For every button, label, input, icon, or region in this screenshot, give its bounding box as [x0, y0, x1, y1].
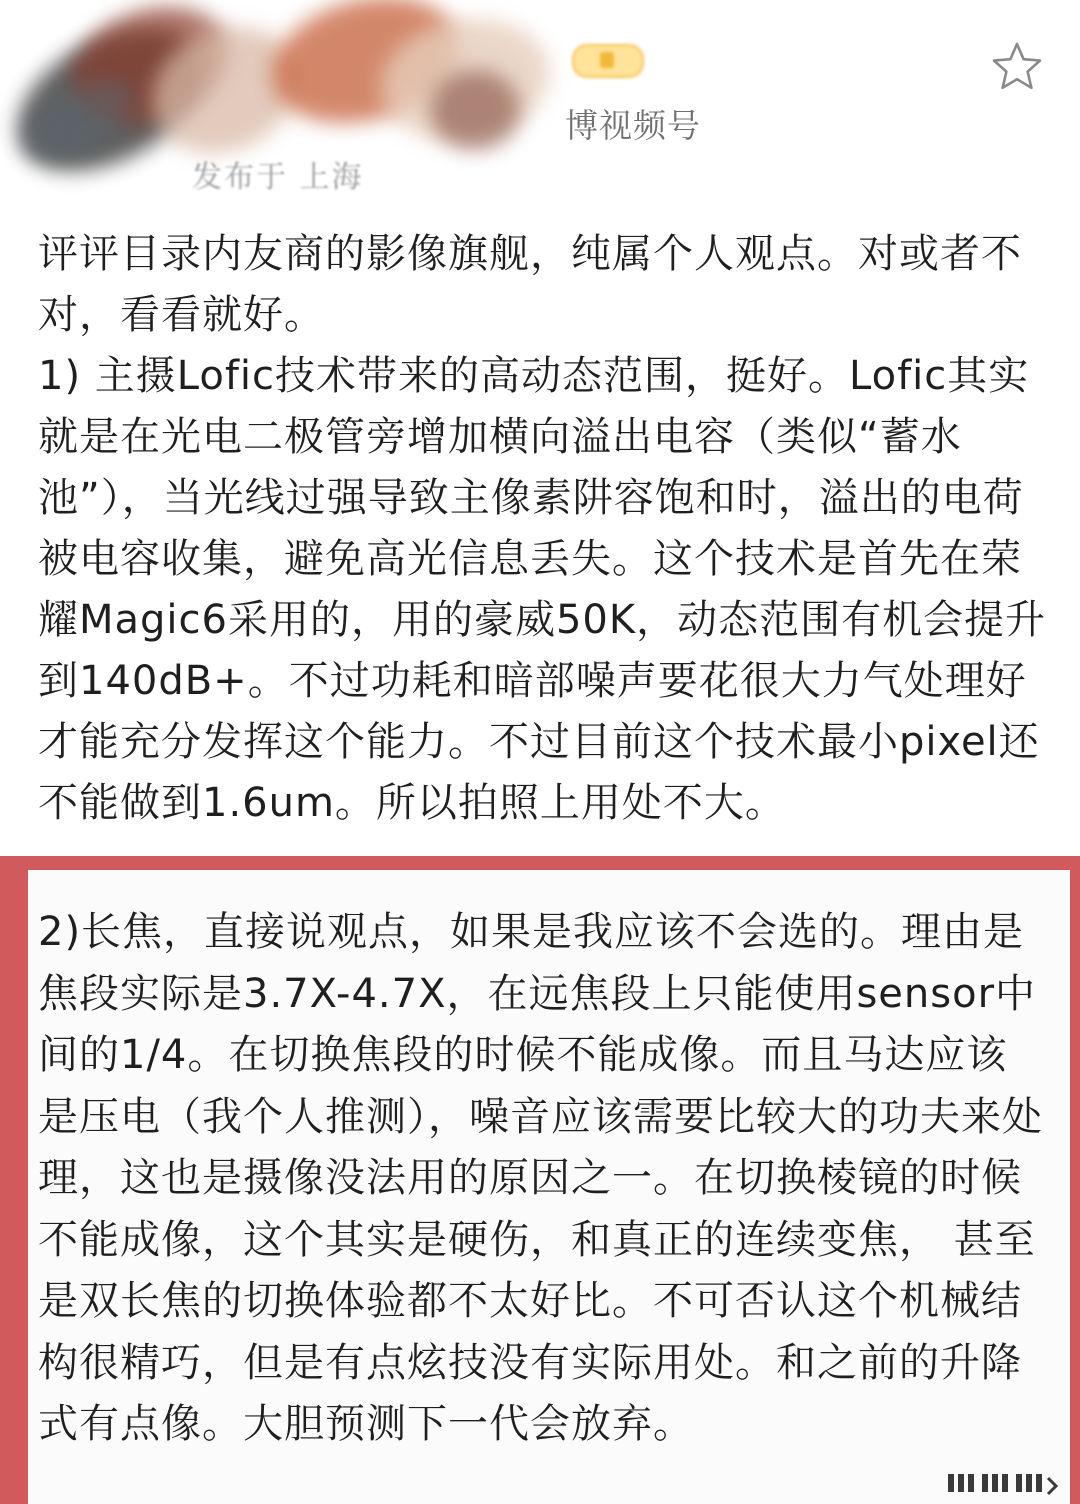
author-subtitle: 博视频号 [565, 106, 701, 145]
highlighted-paragraph-wrap [38, 902, 1048, 1456]
highlight-panel-inner [28, 870, 1070, 1504]
post-paragraph: 1) 主摄Lofic技术带来的高动态范围，挺好。Lofic其实就是在光电二极管旁增加横向溢出电容（类似“蓄水池”），当光线过强导致主像素阱容饱和时，溢出的电荷被电容收集，避免高光信息丢失。这个技术是首先在荣耀Magic6采用的，用的豪威50K，动态范围有机会提升到140dB+。不过功耗和暗部噪声要花很大力气处理好才能充分发挥这个能力。不过目前这个技术最小pixel还不能做到1.6um。所以拍照上用处不大。 [38, 353, 1047, 826]
post-body [38, 224, 1048, 834]
highlighted-paragraph: 2)长焦，直接说观点，如果是我应该不会选的。理由是焦段实际是3.7X-4.7X，在远焦段上只能使用sensor中间的1/4。在切换焦段的时候不能成像。而且马达应该是压电（我个人推测），噪音应该需要比较大的功夫来处理，这也是摄像没法用的原因之一。在切换棱镜的时候不能成像，这个其实是硬伤，和真正的连续变焦， 甚至是双长焦的切换体验都不太好比。不可否认这个机械结构很精巧，但是有点炫技没有实际用处。和之前的升降式有点像。大胆预测下一代会放弃。 [38, 909, 1043, 1447]
publish-location: 发布于 上海 [192, 160, 364, 195]
highlight-panel [0, 856, 1080, 1504]
post-paragraph: 评评目录内友商的影像旗舰，纯属个人观点。对或者不对，看看就好。 [38, 231, 1022, 338]
watermark-icon [944, 1470, 1064, 1496]
